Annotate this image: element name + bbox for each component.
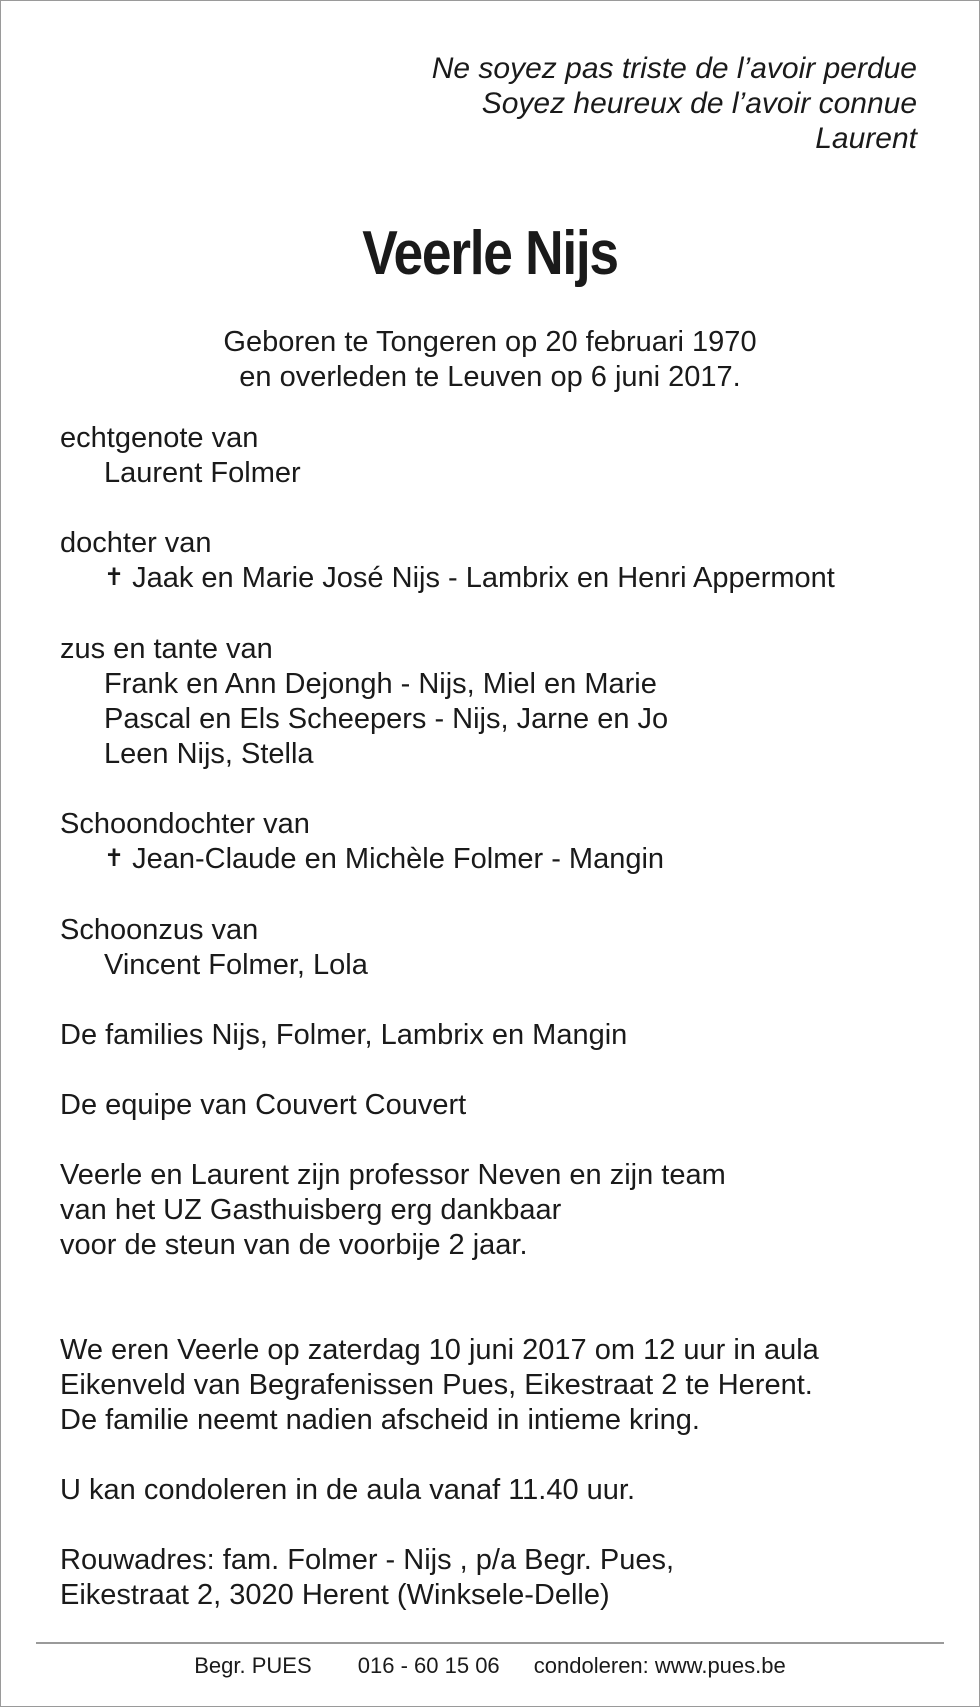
families-line: De families Nijs, Folmer, Lambrix en Mangin: [60, 1019, 628, 1051]
inlaws-names: Jean-Claude en Michèle Folmer - Mangin: [132, 843, 665, 875]
announcement-body: [60, 421, 939, 1613]
footer: [1, 1652, 979, 1680]
footer-website: condoleren: www.pues.be: [533, 1653, 786, 1678]
ceremony-line: We eren Veerle op zaterdag 10 juni 2017 om 12 uur in aula: [60, 1334, 819, 1366]
thanks-line: Veerle en Laurent zijn professor Neven en zijn team: [60, 1159, 726, 1191]
thanks-line: van het UZ Gasthuisberg erg dankbaar: [60, 1194, 562, 1226]
parents-line: [60, 561, 939, 597]
deceased-name: Veerle Nijs: [362, 219, 618, 288]
motto-line: Ne soyez pas triste de l’avoir perdue: [431, 52, 917, 85]
sibling-line: Frank en Ann Dejongh - Nijs, Miel en Marie: [104, 668, 657, 700]
sibling-line: Pascal en Els Scheepers - Nijs, Jarne en Jo: [104, 703, 669, 735]
ceremony-line: De familie neemt nadien afscheid in intieme kring.: [60, 1404, 700, 1436]
address-line: Eikestraat 2, 3020 Herent (Winksele-Delle): [60, 1579, 610, 1611]
birth-death-info: [1, 325, 979, 395]
motto: [432, 51, 917, 156]
footer-divider: [36, 1642, 944, 1644]
birth-line: Geboren te Tongeren op 20 februari 1970: [223, 326, 757, 358]
sibling-inlaw-names: Vincent Folmer, Lola: [104, 949, 368, 981]
motto-line: Soyez heureux de l’avoir connue: [481, 87, 917, 120]
death-line: en overleden te Leuven op 6 juni 2017.: [239, 361, 741, 393]
address-line: Rouwadres: fam. Folmer - Nijs , p/a Begr. Pues,: [60, 1544, 675, 1576]
sibling-line: Leen Nijs, Stella: [104, 738, 314, 770]
cross-icon: ✝: [104, 845, 125, 872]
spouse-heading: echtgenote van: [60, 422, 259, 454]
parents-heading: dochter van: [60, 527, 212, 559]
parents-names: Jaak en Marie José Nijs - Lambrix en Henri Appermont: [132, 562, 835, 594]
condolence-line: U kan condoleren in de aula vanaf 11.40 uur.: [60, 1474, 636, 1506]
inlaws-line: [60, 842, 939, 878]
footer-company: Begr. PUES: [194, 1653, 312, 1678]
footer-phone: 016 - 60 15 06: [357, 1653, 500, 1678]
siblings-heading: zus en tante van: [60, 633, 273, 665]
team-line: De equipe van Couvert Couvert: [60, 1089, 467, 1121]
motto-author: Laurent: [815, 122, 917, 155]
thanks-line: voor de steun van de voorbije 2 jaar.: [60, 1229, 528, 1261]
sibling-inlaw-heading: Schoonzus van: [60, 914, 259, 946]
cross-icon: ✝: [104, 564, 125, 591]
ceremony-line: Eikenveld van Begrafenissen Pues, Eikestraat 2 te Herent.: [60, 1369, 813, 1401]
inlaws-heading: Schoondochter van: [60, 808, 310, 840]
spouse-name: Laurent Folmer: [104, 457, 301, 489]
